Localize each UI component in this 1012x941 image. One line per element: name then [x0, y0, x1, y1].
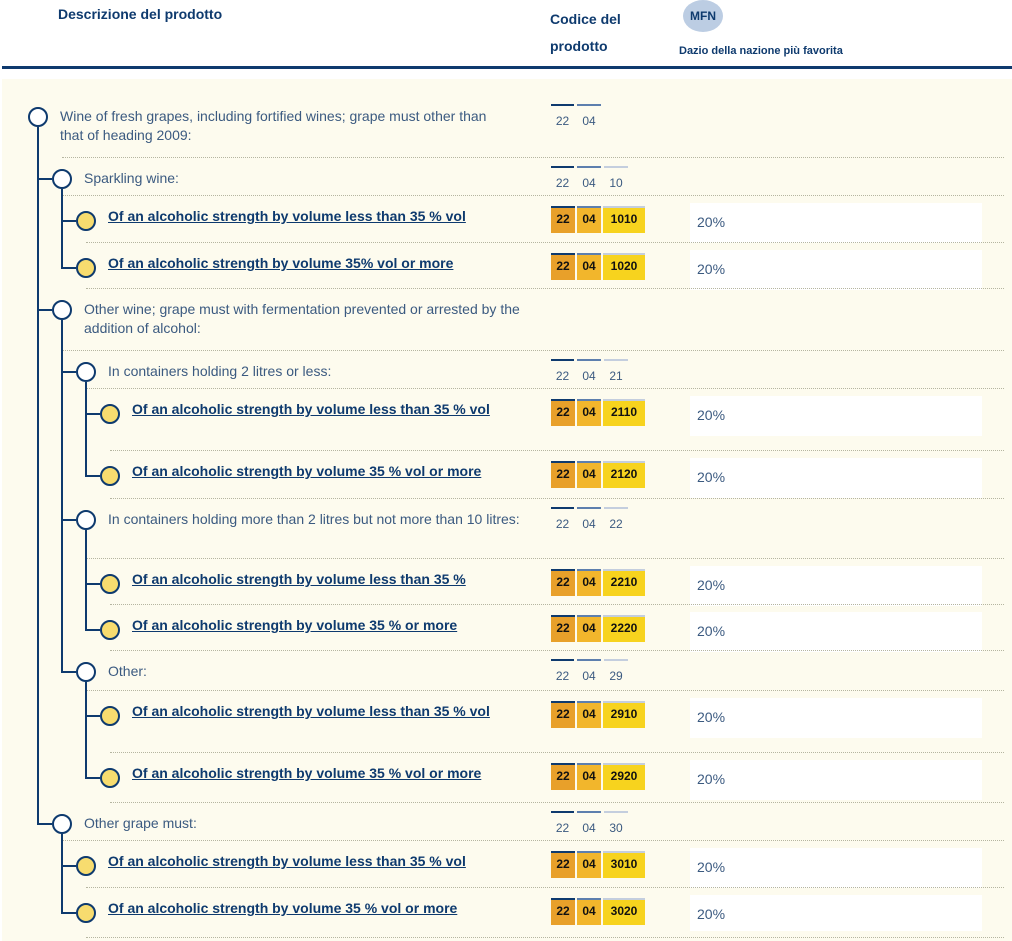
duty-cell-background: [690, 760, 982, 800]
leaf-node-icon: [100, 404, 120, 424]
duty-cell-background: [690, 250, 982, 290]
code-segment: 22: [551, 104, 574, 131]
code-segment: 22: [551, 461, 575, 488]
tree-node-icon[interactable]: [76, 510, 96, 530]
product-description: Sparkling wine:: [84, 170, 179, 186]
tree-connector: [61, 189, 63, 268]
mfn-badge: MFN: [683, 0, 723, 32]
tree-connector: [85, 475, 100, 477]
leaf-node-icon: [100, 768, 120, 788]
duty-cell-background: [690, 612, 982, 652]
description-column-header: Descrizione del prodotto: [58, 6, 223, 22]
leaf-node-icon: [100, 574, 120, 594]
commodity-code: [551, 166, 631, 193]
commodity-code: [551, 851, 647, 878]
product-link[interactable]: Of an alcoholic strength by volume less than 35 % vol: [132, 401, 490, 417]
tree-connector: [61, 371, 76, 373]
duty-cell-background: [690, 848, 982, 888]
row-separator: [86, 887, 1004, 888]
tree-node-icon[interactable]: [52, 169, 72, 189]
commodity-code: [551, 104, 604, 131]
product-link[interactable]: Of an alcoholic strength by volume 35 % or more: [132, 617, 458, 633]
code-segment: 04: [577, 763, 601, 790]
code-segment: 04: [577, 359, 601, 386]
code-segment: 2220: [603, 615, 645, 642]
row-separator: [110, 752, 1004, 753]
row-separator: [62, 157, 1004, 158]
code-segment: 04: [577, 206, 601, 233]
commodity-code: [551, 811, 631, 838]
code-segment: 22: [551, 615, 575, 642]
mfn-duty-value: 20%: [697, 771, 726, 787]
code-segment: 29: [604, 659, 628, 686]
product-description: Other grape must:: [84, 815, 197, 831]
commodity-code: [551, 898, 647, 925]
commodity-code: [551, 206, 647, 233]
code-segment: 21: [604, 359, 628, 386]
mfn-duty-value: 20%: [697, 859, 726, 875]
row-separator: [86, 288, 1004, 289]
code-segment: 04: [577, 811, 601, 838]
product-link[interactable]: Of an alcoholic strength by volume less than 35 % vol: [132, 703, 490, 719]
leaf-node-icon: [76, 856, 96, 876]
tree-connector: [61, 834, 63, 913]
tree-connector: [61, 519, 76, 521]
code-segment: 30: [604, 811, 628, 838]
row-separator: [86, 388, 1004, 389]
row-separator: [62, 350, 1004, 351]
row-separator: [110, 498, 1004, 499]
code-segment: 22: [551, 659, 574, 686]
code-segment: 22: [604, 507, 628, 534]
tree-connector: [61, 671, 76, 673]
tree-connector: [85, 629, 100, 631]
mfn-duty-value: 20%: [697, 577, 726, 593]
code-segment: 1010: [603, 206, 645, 233]
mfn-duty-value: 20%: [697, 623, 726, 639]
commodity-code: [551, 763, 647, 790]
product-link[interactable]: Of an alcoholic strength by volume less than 35 % vol: [108, 853, 466, 869]
tree-connector: [61, 267, 76, 269]
code-segment: 22: [551, 763, 575, 790]
product-description: Other wine; grape must with fermentation prevented or arrested by the addition of alcohol:: [84, 301, 520, 336]
duty-cell-background: [690, 396, 982, 436]
tree-connector: [61, 865, 76, 867]
mfn-duty-value: 20%: [697, 469, 726, 485]
code-segment: 22: [551, 253, 575, 280]
product-link[interactable]: Of an alcoholic strength by volume 35 % vol or more: [132, 463, 482, 479]
leaf-node-icon: [100, 706, 120, 726]
code-segment: 04: [577, 615, 601, 642]
product-description: In containers holding more than 2 litres but not more than 10 litres:: [108, 511, 520, 527]
mfn-duty-value: 20%: [697, 261, 726, 277]
code-segment: 04: [577, 701, 601, 728]
code-segment: 04: [577, 569, 601, 596]
commodity-code: [551, 253, 647, 280]
row-separator: [86, 242, 1004, 243]
code-segment: 04: [577, 399, 601, 426]
code-segment: 22: [551, 811, 574, 838]
commodity-code: [551, 701, 647, 728]
product-link[interactable]: Of an alcoholic strength by volume 35 % vol or more: [108, 900, 458, 916]
row-separator: [62, 195, 1004, 196]
row-separator: [110, 450, 1004, 451]
mfn-column-header: Dazio della nazione più favorita: [679, 45, 843, 57]
tree-node-icon[interactable]: [76, 662, 96, 682]
tree-connector: [85, 715, 100, 717]
code-segment: 22: [551, 507, 574, 534]
duty-cell-background: [690, 895, 982, 931]
tree-connector: [37, 823, 52, 825]
tree-connector: [85, 530, 87, 630]
product-link[interactable]: Of an alcoholic strength by volume 35% vol or more: [108, 255, 454, 271]
code-segment: 3010: [603, 851, 645, 878]
tree-node-icon[interactable]: [52, 814, 72, 834]
code-segment: 04: [577, 507, 601, 534]
duty-cell-background: [690, 203, 982, 243]
row-separator: [86, 558, 1004, 559]
product-description: In containers holding 2 litres or less:: [108, 363, 332, 379]
commodity-code: [551, 507, 631, 534]
duty-cell-background: [690, 458, 982, 498]
product-description: Other:: [108, 663, 147, 679]
row-separator: [86, 690, 1004, 691]
code-segment: 04: [577, 166, 601, 193]
code-segment: 04: [577, 253, 601, 280]
code-segment: 2110: [603, 399, 645, 426]
code-segment: 22: [551, 359, 574, 386]
leaf-node-icon: [76, 211, 96, 231]
tree-connector: [85, 382, 87, 476]
product-description: Wine of fresh grapes, including fortified wines; grape must other than that of heading 2009:: [60, 108, 487, 143]
code-segment: 22: [551, 701, 575, 728]
code-segment: 04: [577, 851, 601, 878]
code-segment: 22: [551, 851, 575, 878]
row-separator: [110, 802, 1004, 803]
tree-node-icon[interactable]: [52, 300, 72, 320]
mfn-duty-value: 20%: [697, 214, 726, 230]
code-segment: 04: [577, 659, 601, 686]
code-segment: 22: [551, 898, 575, 925]
row-separator: [86, 937, 1004, 938]
mfn-duty-value: 20%: [697, 407, 726, 423]
tree-connector: [37, 127, 39, 824]
code-segment: 10: [604, 166, 628, 193]
code-segment: 04: [577, 898, 601, 925]
product-link[interactable]: Of an alcoholic strength by volume 35 % vol or more: [132, 765, 482, 781]
commodity-code: [551, 615, 647, 642]
tree-node-icon[interactable]: [28, 107, 48, 127]
code-segment: 22: [551, 399, 575, 426]
tree-connector: [85, 777, 100, 779]
code-segment: 22: [551, 569, 575, 596]
product-link[interactable]: Of an alcoholic strength by volume less than 35 %: [132, 571, 466, 587]
leaf-node-icon: [76, 258, 96, 278]
code-segment: 22: [551, 206, 575, 233]
product-link[interactable]: Of an alcoholic strength by volume less than 35 % vol: [108, 208, 466, 224]
row-separator: [110, 604, 1004, 605]
code-segment: 2910: [603, 701, 645, 728]
commodity-code: [551, 659, 631, 686]
row-separator: [110, 650, 1004, 651]
tree-connector: [85, 583, 100, 585]
tree-connector: [85, 413, 100, 415]
code-segment: 1020: [603, 253, 645, 280]
tree-connector: [85, 682, 87, 778]
tree-connector: [37, 309, 52, 311]
code-column-header: Codice del prodotto: [550, 11, 621, 54]
commodity-code: [551, 399, 647, 426]
commodity-code: [551, 461, 647, 488]
tree-connector: [61, 912, 76, 914]
leaf-node-icon: [100, 620, 120, 640]
leaf-node-icon: [76, 903, 96, 923]
tree-node-icon[interactable]: [76, 362, 96, 382]
tree-connector: [61, 220, 76, 222]
tree-connector: [61, 320, 63, 672]
code-segment: 2920: [603, 763, 645, 790]
mfn-duty-value: 20%: [697, 906, 726, 922]
code-segment: 04: [577, 461, 601, 488]
code-segment: 2120: [603, 461, 645, 488]
duty-cell-background: [690, 566, 982, 606]
code-segment: 2210: [603, 569, 645, 596]
commodity-code: [551, 569, 647, 596]
mfn-duty-value: 20%: [697, 709, 726, 725]
code-segment: 3020: [603, 898, 645, 925]
commodity-code: [551, 359, 631, 386]
duty-cell-background: [690, 698, 982, 738]
tree-connector: [37, 178, 52, 180]
row-separator: [62, 840, 1004, 841]
leaf-node-icon: [100, 466, 120, 486]
code-segment: 22: [551, 166, 574, 193]
code-segment: 04: [577, 104, 601, 131]
